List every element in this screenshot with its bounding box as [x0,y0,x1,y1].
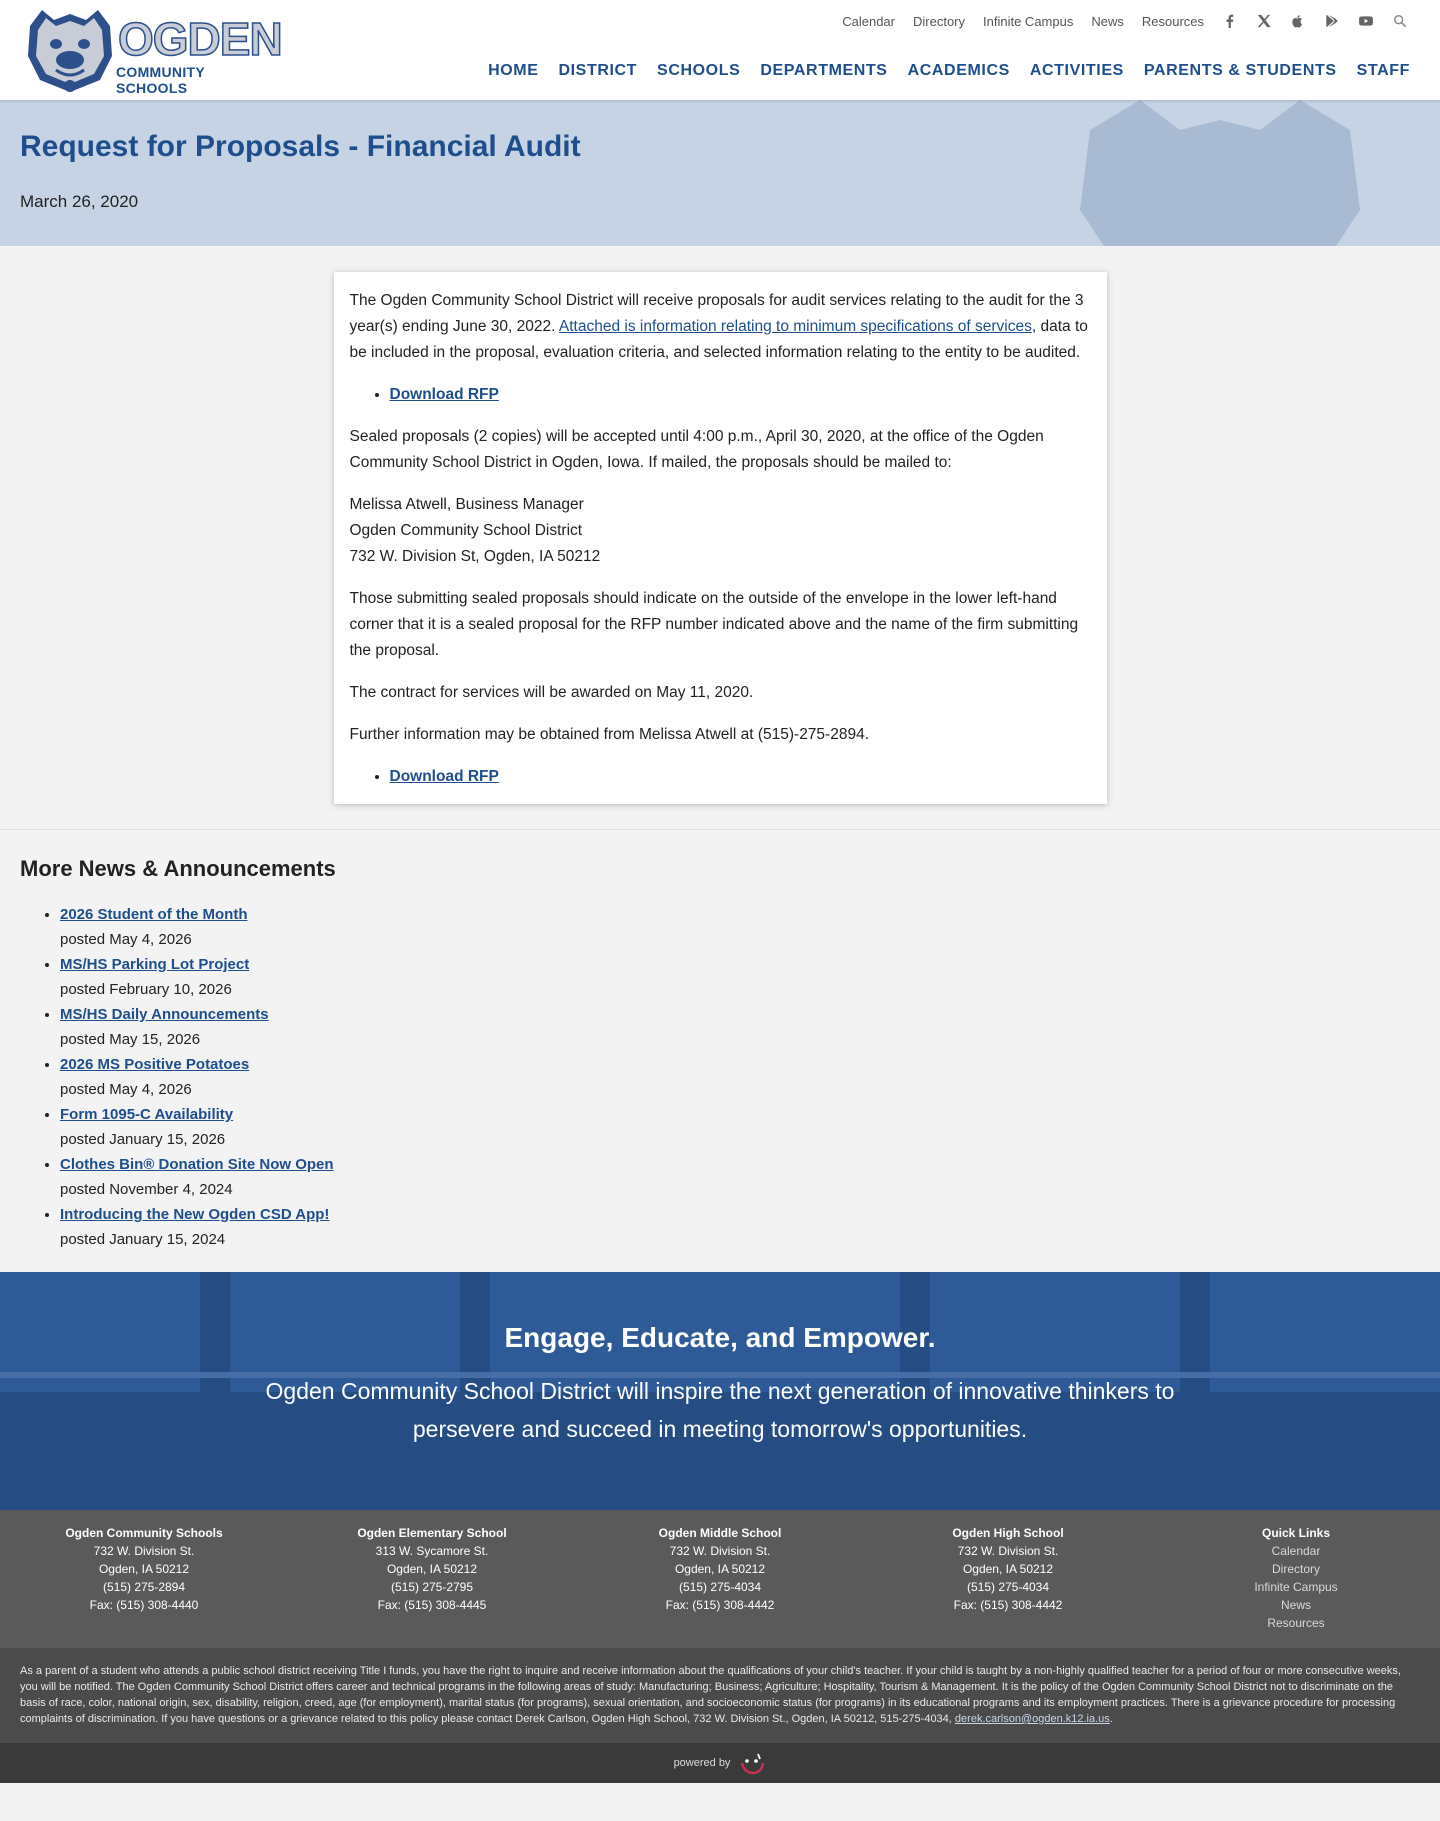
intro-text: The Ogden Community School District will receive proposals for audit services relating to the audit for the 3 year(s) ending June 30, 2022. [349,292,1084,335]
news-item [60,952,1420,1002]
quick-links-title: Quick Links [1261,1526,1331,1540]
footer-school-name: Ogden High School [952,1526,1064,1540]
footer-legal-notice [0,1648,1440,1743]
nav-district[interactable]: DISTRICT [558,62,638,79]
more-news-heading: More News & Announcements [20,856,336,881]
footer-phone: (515) 275-4034 [678,1580,762,1594]
mission-statement: Ogden Community School District will inspire the next generation of innovative thinkers to persevere and succeed in meeting tomorrow's opportunities. [265,1378,1175,1442]
legal-email-link[interactable]: derek.carlson@ogden.k12.ia.us [954,1713,1110,1725]
page-banner [0,100,1440,246]
apple-icon[interactable] [1290,13,1306,29]
footer-school-middle [576,1524,864,1648]
vendor-logo-icon[interactable] [738,1751,766,1775]
nav-parents-students[interactable]: PARENTS & STUDENTS [1143,62,1337,79]
quick-link-calendar[interactable]: Calendar [1271,1544,1321,1558]
utility-nav [842,13,1408,29]
footer-school-name: Ogden Elementary School [357,1526,507,1540]
address-line: Ogden Community School District [349,522,583,539]
news-link[interactable]: MS/HS Parking Lot Project [60,956,250,973]
news-posted-date: posted February 10, 2026 [60,981,232,998]
news-item [60,902,1420,952]
utility-link-directory[interactable]: Directory [913,13,966,29]
news-posted-date: posted January 15, 2024 [60,1231,226,1248]
article-card [334,272,1107,804]
footer-school-district [0,1524,288,1648]
nav-departments[interactable]: DEPARTMENTS [760,62,888,79]
download-list [390,382,1089,408]
legal-text: As a parent of a student who attends a public school district receiving Title I funds, you have the right to inquire and receive information about the qualifications of your child's teacher. If your child is taught by a non-highly qualified teacher for a period of four or more consecutive weeks, you will be notified. The Ogden Community School District offers career and technical programs in the following areas of study: Manufacturing; Business; Agriculture; Hospitality, Tourism & Management. It is the policy of the Ogden Community School District not to discriminate on the basis of race, color, national origin, sex, disability, religion, creed, age (for employment), marital status (for programs), sexual orientation, and socioeconomic status (for programs) in its educational programs and its employment practices. There is a grievance procedure for processing complaints of discrimination. If you have questions or a grievance related to this policy please contact Derek Carlson, Ogden High School, 732 W. Division St., Ogden, IA 50212, 515-275-4034, [20,1665,1401,1725]
footer-city: Ogden, IA 50212 [674,1562,766,1576]
award-date-text: The contract for services will be awarded on May 11, 2020. [349,684,754,701]
x-icon[interactable] [1256,13,1272,29]
nav-activities[interactable]: ACTIVITIES [1029,62,1124,79]
news-link[interactable]: 2026 Student of the Month [60,906,248,923]
site-logo[interactable] [20,6,280,96]
news-posted-date: posted May 4, 2026 [60,1081,192,1098]
footer-address: 732 W. Division St. [957,1544,1059,1558]
logo-subtitle: COMMUNITY SCHOOLS [116,64,205,96]
download-list [390,764,1089,790]
mailing-address [350,492,1089,570]
news-item [60,1202,1420,1252]
news-link[interactable]: Introducing the New Ogden CSD App! [60,1206,330,1223]
bulldog-mascot-icon [20,6,120,96]
download-rfp-link[interactable]: Download RFP [389,386,499,403]
list-item [390,764,1089,790]
post-date: March 26, 2020 [20,192,139,211]
facebook-icon[interactable] [1222,13,1238,29]
nav-home[interactable]: HOME [488,62,539,79]
footer-columns [0,1510,1440,1648]
footer-address: 732 W. Division St. [669,1544,771,1558]
nav-staff[interactable]: STAFF [1356,62,1410,79]
news-posted-date: posted May 15, 2026 [60,1031,201,1048]
utility-link-calendar[interactable]: Calendar [842,13,895,29]
sealed-proposals-text: Sealed proposals (2 copies) will be accepted until 4:00 p.m., April 30, 2020, at the office of the Ogden Community School District in Ogden, Iowa. If mailed, the proposals should be mailed to: [349,428,1044,471]
legal-text-end: . [1109,1713,1113,1725]
utility-link-resources[interactable]: Resources [1141,13,1204,29]
footer-fax: Fax: (515) 308-4442 [665,1598,775,1612]
main-nav [488,62,1410,80]
powered-by-label: powered by [673,1757,731,1769]
bulldog-watermark-icon [1050,100,1390,246]
youtube-icon[interactable] [1358,13,1374,29]
footer-phone: (515) 275-2894 [102,1580,186,1594]
news-link[interactable]: 2026 MS Positive Potatoes [60,1056,250,1073]
footer-school-name: Ogden Community Schools [65,1526,223,1540]
footer-school-name: Ogden Middle School [658,1526,782,1540]
powered-by-bar [0,1743,1440,1783]
nav-schools[interactable]: SCHOOLS [657,62,741,79]
news-posted-date: posted November 4, 2024 [60,1181,233,1198]
footer-phone: (515) 275-4034 [966,1580,1050,1594]
footer-address: 732 W. Division St. [93,1544,195,1558]
news-posted-date: posted January 15, 2026 [60,1131,226,1148]
mission-banner [0,1272,1440,1510]
footer-quick-links [1152,1524,1440,1648]
utility-link-news[interactable]: News [1091,13,1124,29]
footer-school-elementary [288,1524,576,1648]
quick-link-news[interactable]: News [1280,1598,1311,1612]
news-item [60,1152,1420,1202]
news-link[interactable]: MS/HS Daily Announcements [60,1006,269,1023]
news-link[interactable]: Form 1095-C Availability [60,1106,234,1123]
quick-link-directory[interactable]: Directory [1271,1562,1320,1576]
quick-link-infinite-campus[interactable]: Infinite Campus [1254,1580,1338,1594]
news-item [60,1102,1420,1152]
site-header [0,0,1440,100]
intro-text-end: , data to be included in the proposal, evaluation criteria, and selected information relating to the entity to be audited. [349,318,1088,361]
news-posted-date: posted May 4, 2026 [60,931,192,948]
footer-school-high [864,1524,1152,1648]
address-line: 732 W. Division St, Ogden, IA 50212 [349,548,601,565]
footer-city: Ogden, IA 50212 [98,1562,190,1576]
utility-link-infinite-campus[interactable]: Infinite Campus [983,13,1074,29]
footer-fax: Fax: (515) 308-4440 [89,1598,199,1612]
footer-fax: Fax: (515) 308-4445 [377,1598,487,1612]
google-play-icon[interactable] [1324,13,1340,29]
mission-heading: Engage, Educate, and Empower. [504,1322,936,1353]
more-news-section [0,830,1440,1272]
news-item [60,1002,1420,1052]
page-title: Request for Proposals - Financial Audit [20,130,581,163]
footer-city: Ogden, IA 50212 [962,1562,1054,1576]
footer-phone: (515) 275-2795 [390,1580,474,1594]
article-intro [350,288,1089,366]
search-icon[interactable] [1392,13,1408,29]
news-list [60,902,1420,1252]
nav-academics[interactable]: ACADEMICS [907,62,1010,79]
logo-wordmark: OGDEN [118,13,282,65]
specifications-link[interactable]: Attached is information relating to minimum specifications of services [558,318,1032,335]
address-line: Melissa Atwell, Business Manager [349,496,584,513]
quick-link-resources[interactable]: Resources [1267,1616,1325,1630]
footer-fax: Fax: (515) 308-4442 [953,1598,1063,1612]
footer-city: Ogden, IA 50212 [386,1562,478,1576]
article-section [0,246,1440,830]
download-rfp-link[interactable]: Download RFP [389,768,499,785]
contact-text: Further information may be obtained from Melissa Atwell at (515)-275-2894. [349,726,869,743]
footer-address: 313 W. Sycamore St. [375,1544,489,1558]
envelope-instructions: Those submitting sealed proposals should indicate on the outside of the envelope in the lower left-hand corner that it is a sealed proposal for the RFP number indicated above and the name of the firm submitting the proposal. [349,590,1079,659]
list-item [390,382,1089,408]
news-item [60,1052,1420,1102]
news-link[interactable]: Clothes Bin® Donation Site Now Open [60,1156,334,1173]
